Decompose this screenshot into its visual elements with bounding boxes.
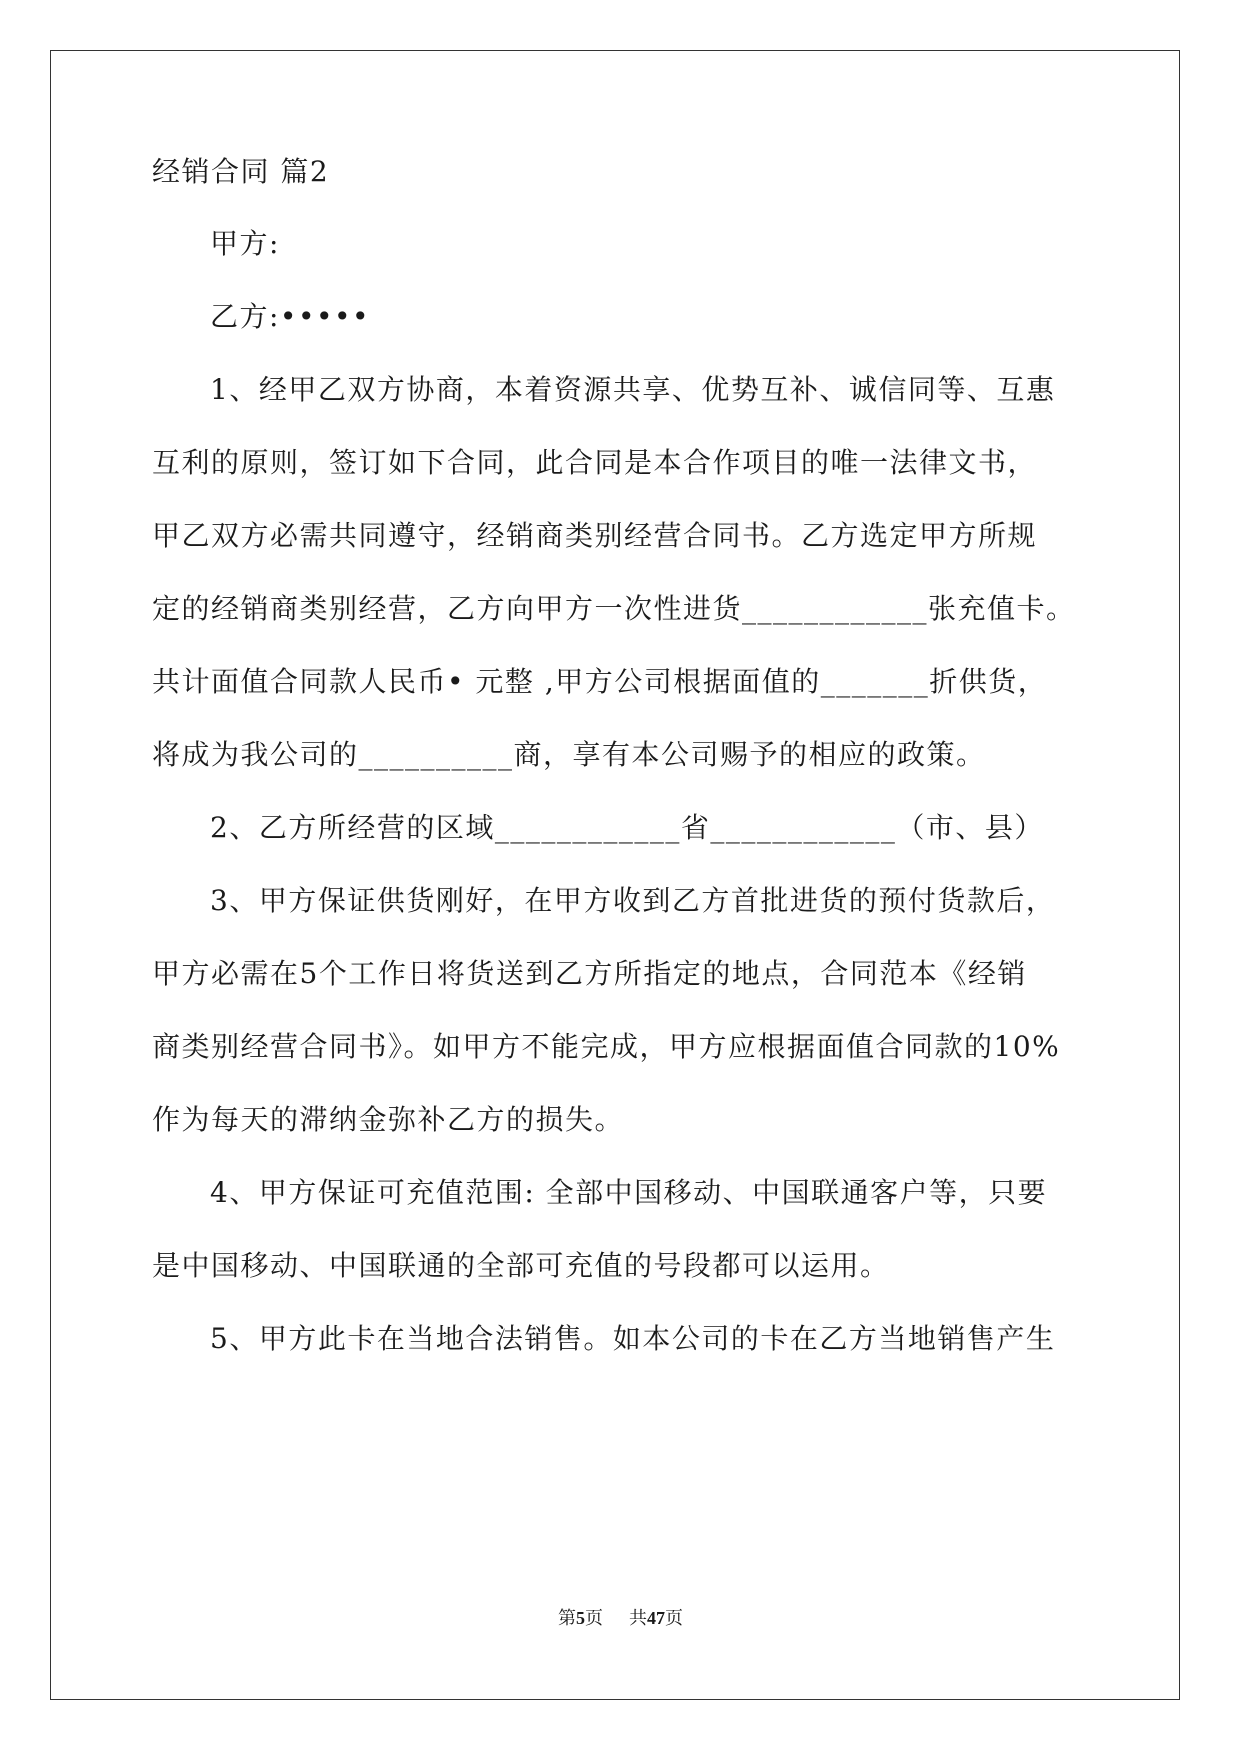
clause-3-line-3: 商类别经营合同书》。如甲方不能完成，甲方应根据面值合同款的10%: [152, 1030, 1061, 1063]
footer-page-number: 5: [576, 1608, 585, 1628]
clause-1-line-1: 1、经甲乙双方协商，本着资源共享、优势互补、诚信同等、互惠: [210, 373, 1056, 406]
document-title: 经销合同 篇2: [152, 155, 330, 188]
footer-page-suffix: 页: [585, 1608, 603, 1628]
footer-total-pages: 47: [647, 1608, 665, 1628]
party-b-line: 乙方:•••••: [210, 300, 371, 333]
clause-3-line-1: 3、甲方保证供货刚好，在甲方收到乙方首批进货的预付货款后，: [210, 884, 1056, 917]
party-a-line: 甲方:: [210, 227, 280, 260]
footer-total-prefix: 共: [629, 1608, 647, 1628]
clause-1-line-6: 将成为我公司的__________商，享有本公司赐予的相应的政策。: [152, 738, 986, 771]
clause-3-line-2: 甲方必需在5个工作日将货送到乙方所指定的地点，合同范本《经销: [152, 957, 1027, 990]
clause-1-line-2: 互利的原则，签订如下合同，此合同是本合作项目的唯一法律文书，: [152, 446, 1038, 479]
clause-4-line-1: 4、甲方保证可充值范围: 全部中国移动、中国联通客户等，只要: [210, 1176, 1048, 1209]
footer-page-prefix: 第: [558, 1608, 576, 1628]
clause-2-line-1: 2、乙方所经营的区域____________省____________（市、县）: [210, 811, 1044, 844]
clause-5-line-1: 5、甲方此卡在当地合法销售。如本公司的卡在乙方当地销售产生: [210, 1322, 1056, 1355]
clause-1-line-4: 定的经销商类别经营，乙方向甲方一次性进货____________张充值卡。: [152, 592, 1076, 625]
page-footer: [0, 1606, 1241, 1630]
clause-1-line-3: 甲乙双方必需共同遵守，经销商类别经营合同书。乙方选定甲方所规: [152, 519, 1038, 552]
clause-4-line-2: 是中国移动、中国联通的全部可充值的号段都可以运用。: [152, 1249, 890, 1282]
footer-total-suffix: 页: [665, 1608, 683, 1628]
clause-3-line-4: 作为每天的滞纳金弥补乙方的损失。: [152, 1103, 625, 1136]
clause-1-line-5: 共计面值合同款人民币• 元整 ,甲方公司根据面值的_______折供货，: [152, 665, 1048, 698]
